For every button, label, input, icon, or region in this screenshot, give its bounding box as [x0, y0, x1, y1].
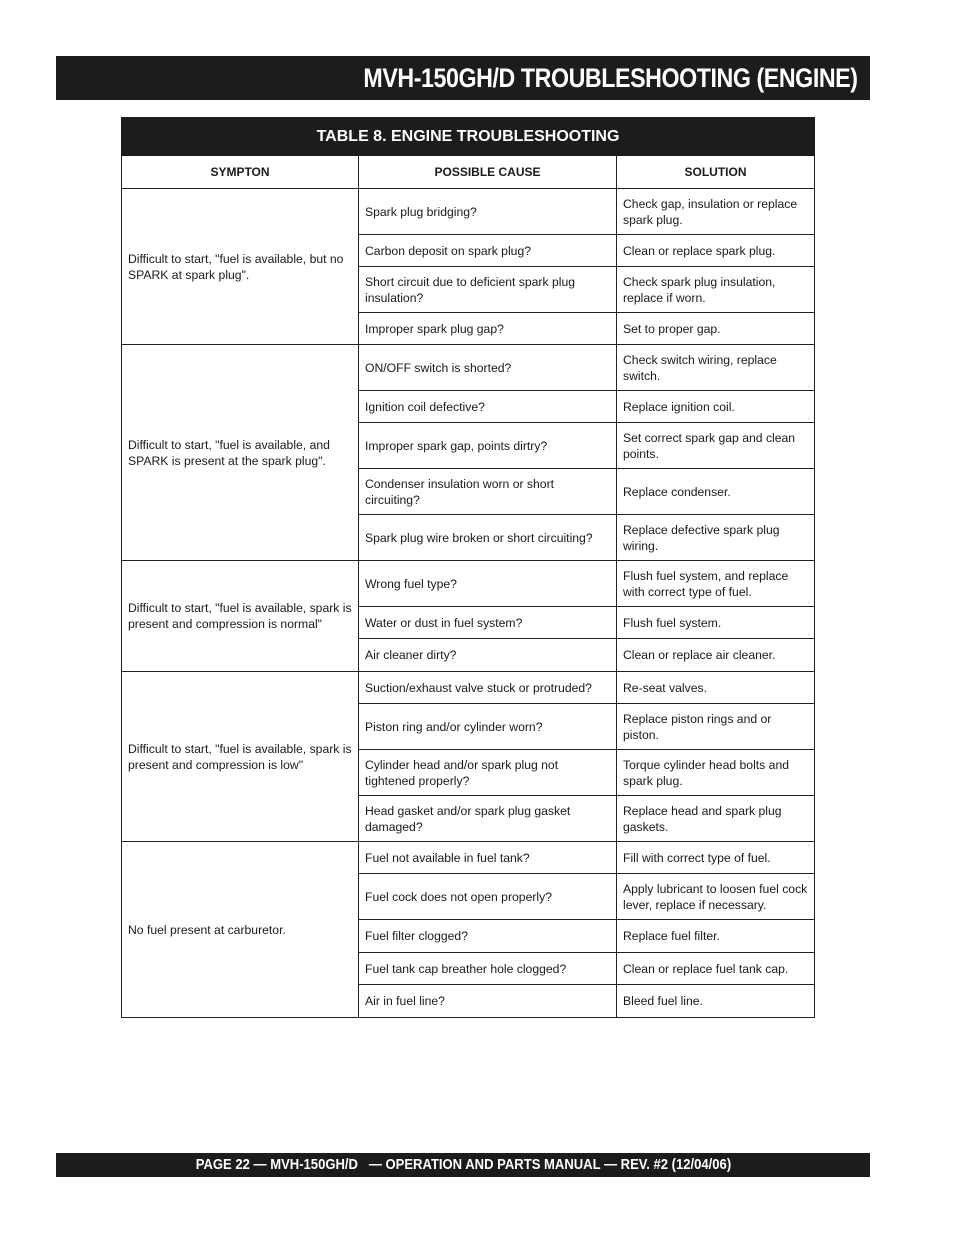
- page-title-bar: [56, 56, 870, 100]
- solution-cell: Clean or replace spark plug.: [617, 235, 815, 267]
- symptom-cell: Difficult to start, "fuel is available, but no SPARK at spark plug".: [122, 189, 359, 345]
- table-row: [122, 189, 815, 235]
- table-row: [122, 561, 815, 607]
- cause-cell: Fuel filter clogged?: [359, 920, 617, 953]
- solution-cell: Check gap, insulation or replace spark plug.: [617, 189, 815, 235]
- cause-cell: Water or dust in fuel system?: [359, 607, 617, 639]
- cause-cell: Improper spark plug gap?: [359, 313, 617, 345]
- symptom-cell: Difficult to start, "fuel is available, spark is present and compression is normal": [122, 561, 359, 672]
- solution-cell: Re-seat valves.: [617, 672, 815, 704]
- cause-cell: ON/OFF switch is shorted?: [359, 345, 617, 391]
- cause-cell: Fuel not available in fuel tank?: [359, 842, 617, 874]
- symptom-cell: Difficult to start, "fuel is available, spark is present and compression is low": [122, 672, 359, 842]
- cause-cell: Improper spark gap, points dirtry?: [359, 423, 617, 469]
- cause-cell: Spark plug wire broken or short circuiting?: [359, 515, 617, 561]
- solution-cell: Replace fuel filter.: [617, 920, 815, 953]
- cause-cell: Head gasket and/or spark plug gasket damaged?: [359, 796, 617, 842]
- solution-cell: Torque cylinder head bolts and spark plug.: [617, 750, 815, 796]
- solution-cell: Bleed fuel line.: [617, 985, 815, 1018]
- solution-cell: Check switch wiring, replace switch.: [617, 345, 815, 391]
- table-row: [122, 672, 815, 704]
- cause-cell: Spark plug bridging?: [359, 189, 617, 235]
- cause-cell: Short circuit due to deficient spark plug insulation?: [359, 267, 617, 313]
- footer-text: PAGE 22 — MVH-150GH/D — OPERATION AND PARTS MANUAL — REV. #2 (12/04/06): [195, 1157, 731, 1173]
- table-row: [122, 345, 815, 391]
- solution-cell: Flush fuel system, and replace with correct type of fuel.: [617, 561, 815, 607]
- page-title: MVH-150GH/D TROUBLESHOOTING (ENGINE): [363, 62, 858, 93]
- solution-cell: Set correct spark gap and clean points.: [617, 423, 815, 469]
- column-header-symptom: SYMPTON: [122, 156, 359, 189]
- troubleshooting-table: [121, 117, 815, 1018]
- solution-cell: Clean or replace fuel tank cap.: [617, 953, 815, 985]
- column-header-cause: POSSIBLE CAUSE: [359, 156, 617, 189]
- cause-cell: Wrong fuel type?: [359, 561, 617, 607]
- solution-cell: Replace defective spark plug wiring.: [617, 515, 815, 561]
- cause-cell: Carbon deposit on spark plug?: [359, 235, 617, 267]
- solution-cell: Replace piston rings and or piston.: [617, 704, 815, 750]
- solution-cell: Flush fuel system.: [617, 607, 815, 639]
- cause-cell: Ignition coil defective?: [359, 391, 617, 423]
- cause-cell: Air in fuel line?: [359, 985, 617, 1018]
- footer-bar: [56, 1153, 870, 1177]
- cause-cell: Air cleaner dirty?: [359, 639, 617, 672]
- cause-cell: Suction/exhaust valve stuck or protruded?: [359, 672, 617, 704]
- solution-cell: Clean or replace air cleaner.: [617, 639, 815, 672]
- table-body: [122, 189, 815, 1018]
- table-row: [122, 842, 815, 874]
- solution-cell: Check spark plug insulation, replace if worn.: [617, 267, 815, 313]
- cause-cell: Fuel tank cap breather hole clogged?: [359, 953, 617, 985]
- cause-cell: Piston ring and/or cylinder worn?: [359, 704, 617, 750]
- solution-cell: Apply lubricant to loosen fuel cock lever, replace if necessary.: [617, 874, 815, 920]
- solution-cell: Fill with correct type of fuel.: [617, 842, 815, 874]
- cause-cell: Cylinder head and/or spark plug not tightened properly?: [359, 750, 617, 796]
- column-header-solution: SOLUTION: [617, 156, 815, 189]
- cause-cell: Fuel cock does not open properly?: [359, 874, 617, 920]
- solution-cell: Set to proper gap.: [617, 313, 815, 345]
- solution-cell: Replace condenser.: [617, 469, 815, 515]
- table-caption: TABLE 8. ENGINE TROUBLESHOOTING: [122, 118, 815, 156]
- solution-cell: Replace ignition coil.: [617, 391, 815, 423]
- symptom-cell: Difficult to start, "fuel is available, and SPARK is present at the spark plug".: [122, 345, 359, 561]
- cause-cell: Condenser insulation worn or short circuiting?: [359, 469, 617, 515]
- solution-cell: Replace head and spark plug gaskets.: [617, 796, 815, 842]
- symptom-cell: No fuel present at carburetor.: [122, 842, 359, 1018]
